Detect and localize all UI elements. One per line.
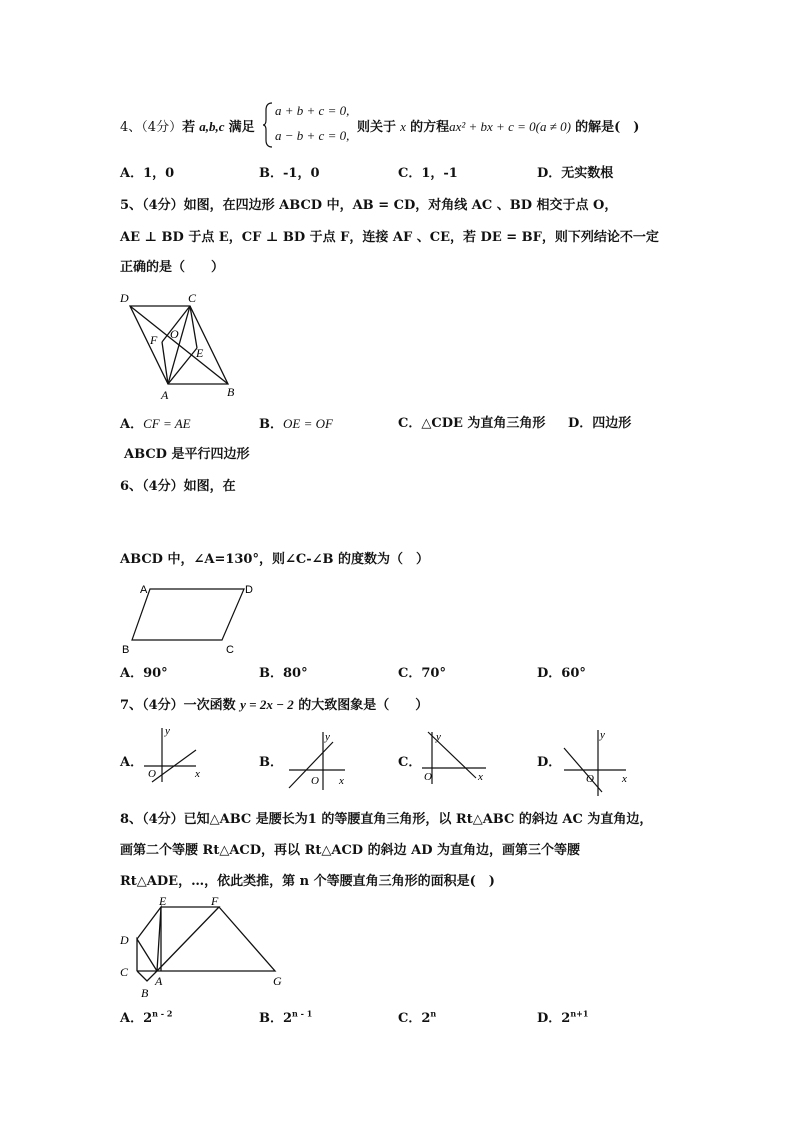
q8-triangle-ade xyxy=(137,907,161,971)
q4-option-d-text: 无实数根 xyxy=(561,166,614,181)
q8-option-a-label: A． xyxy=(120,1011,144,1026)
q4-score: （4分） xyxy=(141,120,183,135)
q8-option-c-label: C． xyxy=(398,1011,422,1026)
q7-option-c-label: C． xyxy=(398,755,422,770)
q4-brace xyxy=(262,102,274,148)
q5-option-d-cont: ABCD 是平行四边形 xyxy=(124,447,250,462)
q4-option-b[interactable] xyxy=(259,166,320,182)
q6-line1: 6、（4分）如图，在 xyxy=(120,479,236,494)
q5-line1: 5、（4分）如图，在四边形 ABCD 中，AB = CD，对角线 AC 、BD 相交于点 O， xyxy=(120,198,618,213)
q7-text-end: 的大致图象是（ ） xyxy=(298,698,429,713)
q8-option-b-label: B． xyxy=(259,1011,283,1026)
q5-option-d-text: 四边形 xyxy=(592,416,632,431)
q4-option-c-label: C． xyxy=(398,166,422,181)
q6-option-c[interactable] xyxy=(398,666,446,682)
q7-a-label-y: y xyxy=(165,725,170,737)
q8-line1-text: 已知△ABC 是腰长为1 的等腰直角三角形，以 Rt△ABC 的斜边 AC 为直角边， xyxy=(183,812,653,827)
q5-option-c-label: C． xyxy=(398,416,422,431)
q8-label-c: C xyxy=(120,965,129,979)
q6-line2: ABCD 中，∠A=130°，则∠C-∠B 的度数为（ ） xyxy=(120,552,430,567)
q5-option-b-label: B． xyxy=(259,417,283,432)
q4-text-pre: 若 xyxy=(182,120,196,135)
q6-label-a: A xyxy=(140,584,148,596)
q8-option-d-exp: n+1 xyxy=(570,1008,589,1019)
q6-line1-text: 如图，在 xyxy=(183,479,236,494)
q5-option-d-label: D． xyxy=(568,416,593,431)
q8-figure xyxy=(115,893,295,1001)
q7-score: （4分） xyxy=(142,698,184,713)
q6-option-c-label: C． xyxy=(398,666,422,681)
q4-vars: a,b,c xyxy=(199,119,225,134)
q7-option-b[interactable] xyxy=(259,755,283,771)
q7-b-label-o: O xyxy=(311,775,319,787)
q4-stem-tail xyxy=(357,119,639,136)
q5-label-f: F xyxy=(150,333,158,347)
q4-number: 4 xyxy=(120,120,129,135)
q8-score: （4分） xyxy=(142,812,184,827)
q7-d-label-o: O xyxy=(586,773,594,785)
q6-parallelogram xyxy=(132,589,244,640)
q7-number: 7 xyxy=(120,698,130,713)
q5-option-a-label: A． xyxy=(120,417,144,432)
q5-option-b[interactable] xyxy=(259,416,333,433)
q6-option-d-text: 60° xyxy=(561,666,586,681)
q8-label-d: D xyxy=(120,933,129,947)
q4-option-c-text: 1，-1 xyxy=(421,166,458,181)
q5-figure xyxy=(118,288,248,403)
q8-option-c-exp: n xyxy=(430,1008,437,1019)
q8-option-a-base: 2 xyxy=(143,1011,153,1026)
q5-option-b-text: OE = OF xyxy=(283,416,333,431)
q5-label-d: D xyxy=(120,291,129,305)
q4-option-a-text: 1，0 xyxy=(143,166,175,181)
q5-option-a[interactable] xyxy=(120,416,191,433)
q5-label-b: B xyxy=(227,385,235,399)
q8-option-d[interactable] xyxy=(537,1008,589,1027)
q8-option-d-label: D． xyxy=(537,1011,562,1026)
q8-option-a[interactable] xyxy=(120,1008,173,1027)
q5-diagonal-ac xyxy=(168,306,190,384)
q4-text-mid: 满足 xyxy=(228,120,255,135)
q7-stem: 7、（4分）一次函数 y = 2x − 2 的大致图象是（ ） xyxy=(120,697,429,713)
q8-option-b[interactable] xyxy=(259,1008,313,1027)
q8-label-g: G xyxy=(273,974,282,988)
q4-option-a-label: A． xyxy=(120,166,144,181)
q5-option-c[interactable] xyxy=(398,416,545,432)
q5-option-a-text: CF = AE xyxy=(143,416,191,431)
q6-option-b-text: 80° xyxy=(283,666,308,681)
q7-b-label-y: y xyxy=(325,731,330,743)
q4-option-a[interactable] xyxy=(120,166,174,182)
q7-a-label-x: x xyxy=(195,768,200,780)
q5-label-a: A xyxy=(161,388,169,402)
q8-triangle-aef xyxy=(157,907,219,971)
q4-stem: 4、（4分）若 a,b,c 满足 xyxy=(120,119,255,135)
q7-d-label-x: x xyxy=(622,773,627,785)
q7-graph-d[interactable] xyxy=(560,726,635,798)
q8-option-c-base: 2 xyxy=(421,1011,431,1026)
q4-option-d[interactable] xyxy=(537,166,613,182)
q6-option-b[interactable] xyxy=(259,666,308,682)
q7-function: y = 2x − 2 xyxy=(240,697,294,712)
q7-option-a-label: A． xyxy=(120,755,144,770)
q7-d-label-y: y xyxy=(600,729,605,741)
q8-line1: 8、（4分）已知△ABC 是腰长为1 的等腰直角三角形，以 Rt△ABC 的斜边 AC 为直角边， xyxy=(120,812,653,827)
q8-option-b-base: 2 xyxy=(283,1011,293,1026)
q4-option-d-label: D． xyxy=(537,166,562,181)
q5-label-o: O xyxy=(170,327,179,341)
q5-number: 5 xyxy=(120,198,130,213)
q6-label-d: D xyxy=(245,584,253,596)
q6-option-d-label: D． xyxy=(537,666,562,681)
q6-option-a-text: 90° xyxy=(143,666,168,681)
q5-segment-ae xyxy=(168,348,197,384)
q7-a-label-o: O xyxy=(148,768,156,780)
q7-c-label-y: y xyxy=(436,731,441,743)
q8-label-e: E xyxy=(159,894,167,908)
q5-label-c: C xyxy=(188,291,197,305)
q8-line2: 画第二个等腰 Rt△ACD，再以 Rt△ACD 的斜边 AD 为直角边，画第三个等腰 xyxy=(120,843,581,858)
q8-option-d-base: 2 xyxy=(561,1011,571,1026)
q4-equation: ax² + bx + c = 0(a ≠ 0) xyxy=(449,119,571,134)
q6-number: 6 xyxy=(120,479,130,494)
q5-label-e: E xyxy=(196,346,204,360)
q5-line1-text: 如图，在四边形 ABCD 中，AB = CD，对角线 AC 、BD 相交于点 O， xyxy=(183,198,618,213)
q4-text-post2: 的方程 xyxy=(410,120,450,135)
q8-label-f: F xyxy=(211,894,219,908)
q7-text: 一次函数 xyxy=(183,698,236,713)
q6-option-a[interactable] xyxy=(120,666,168,682)
q5-option-c-text: △CDE 为直角三角形 xyxy=(421,416,546,431)
q7-b-label-x: x xyxy=(339,775,344,787)
q7-option-d[interactable] xyxy=(537,755,561,771)
q5-score: （4分） xyxy=(142,198,184,213)
q6-option-c-text: 70° xyxy=(421,666,446,681)
q8-option-a-exp: n - 2 xyxy=(152,1008,173,1019)
q4-var-x: x xyxy=(400,119,406,134)
q8-label-a: A xyxy=(155,974,163,988)
q8-label-b: B xyxy=(141,986,149,1000)
q7-graph-a[interactable] xyxy=(140,724,210,784)
q4-option-c[interactable] xyxy=(398,166,458,182)
q8-triangle-acd xyxy=(137,939,157,971)
q7-option-d-label: D． xyxy=(537,755,562,770)
q5-option-d[interactable] xyxy=(568,416,631,432)
q6-option-a-label: A． xyxy=(120,666,144,681)
q8-option-b-exp: n - 1 xyxy=(292,1008,313,1019)
q7-graph-b[interactable] xyxy=(285,728,355,793)
q4-text-post1: 则关于 xyxy=(357,120,397,135)
q8-number: 8 xyxy=(120,812,130,827)
q6-label-c: C xyxy=(226,644,234,656)
q4-eq1: a + b + c = 0, xyxy=(275,103,350,118)
q8-triangle-abc xyxy=(137,971,157,981)
q5-line3: 正确的是（ ） xyxy=(120,260,225,275)
q7-c-label-x: x xyxy=(478,771,483,783)
q6-option-b-label: B． xyxy=(259,666,283,681)
q8-triangle-afg xyxy=(157,907,275,971)
q8-option-c[interactable] xyxy=(398,1008,437,1027)
q8-line3: Rt△ADE，…，依此类推，第 n 个等腰直角三角形的面积是( ) xyxy=(120,874,495,889)
q7-graph-c[interactable] xyxy=(418,728,493,786)
q7-option-b-label: B． xyxy=(259,755,283,770)
q4-eq2: a − b + c = 0, xyxy=(275,128,350,143)
q4-text-end: 的解是( ) xyxy=(575,120,640,135)
q4-option-b-text: -1，0 xyxy=(283,166,320,181)
q4-option-b-label: B． xyxy=(259,166,283,181)
q6-option-d[interactable] xyxy=(537,666,586,682)
q6-score: （4分） xyxy=(142,479,184,494)
q6-label-b: B xyxy=(122,644,130,656)
q6-figure xyxy=(118,578,258,658)
q7-c-label-o: O xyxy=(424,771,432,783)
q5-line2: AE ⊥ BD 于点 E，CF ⊥ BD 于点 F，连接 AF 、CE，若 DE = BF，则下列结论不一定 xyxy=(120,230,659,245)
